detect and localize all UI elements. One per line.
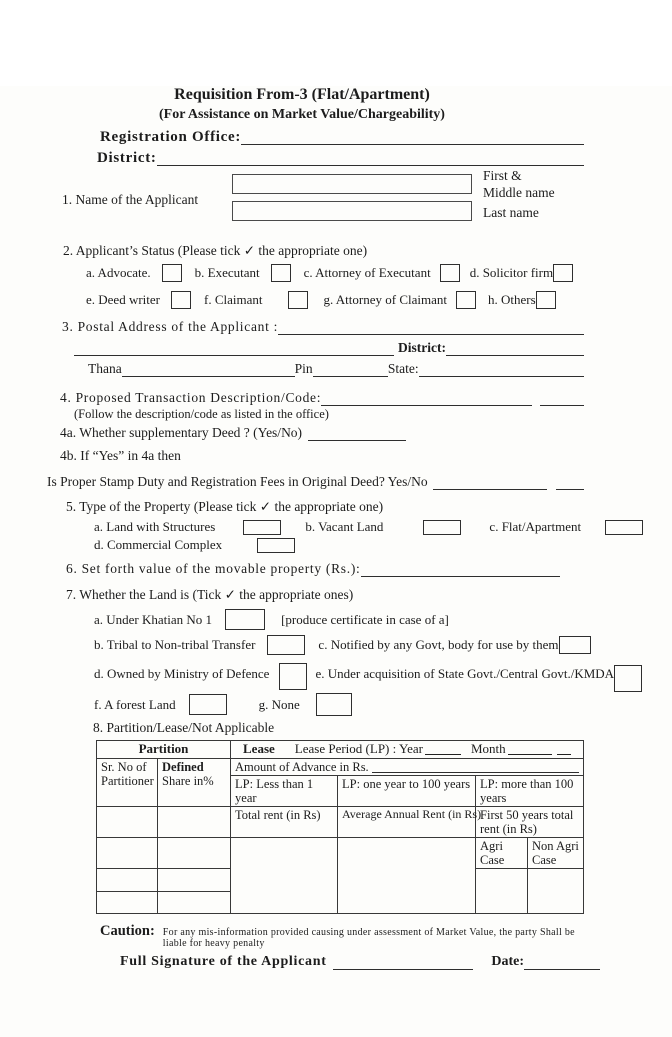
agri-case-header: Agri Case: [476, 838, 528, 869]
registration-office-line[interactable]: [241, 132, 584, 145]
partition-sr-cell[interactable]: [97, 869, 158, 892]
land-heading: 7. Whether the Land is (Tick ✓ the appropriate ones): [66, 587, 354, 602]
avg-rent-cell[interactable]: [338, 838, 476, 914]
lease-period-label: Lease Period (LP) : Year: [294, 741, 423, 756]
status-heading: 2. Applicant’s Status (Please tick ✓ the appropriate one): [63, 243, 368, 258]
lease-header-cell: [231, 741, 584, 759]
form-subtitle: (For Assistance on Market Value/Chargeability): [159, 107, 445, 122]
transaction-label: 4. Proposed Transaction Description/Code:: [60, 390, 322, 405]
property-type-row-2: [94, 537, 584, 553]
land-checkbox-e[interactable]: [614, 665, 642, 692]
status-option-e: e. Deed writer: [86, 292, 160, 307]
caution-label: Caution:: [100, 923, 155, 939]
lp-less-header: LP: Less than 1 year: [231, 776, 338, 807]
avg-rent-header: Average Annual Rent (in Rs): [338, 807, 476, 838]
land-checkbox-a[interactable]: [225, 609, 265, 630]
date-label: Date:: [491, 954, 524, 969]
caution-row: [100, 923, 584, 949]
partition-sr-cell[interactable]: [97, 807, 158, 838]
partition-sr-cell[interactable]: [97, 892, 158, 914]
partition-share-cell[interactable]: [158, 892, 231, 914]
movable-value-row: [66, 561, 560, 577]
district-label: District:: [97, 150, 157, 166]
total-rent-header: Total rent (in Rs): [231, 807, 338, 838]
status-option-f: f. Claimant: [204, 292, 263, 307]
transaction-line-2[interactable]: [540, 393, 584, 406]
agri-case-cell[interactable]: [476, 869, 528, 914]
non-agri-case-header: Non Agri Case: [528, 838, 584, 869]
partition-share-cell[interactable]: [158, 807, 231, 838]
state-line[interactable]: [419, 364, 584, 377]
form-title: Requisition From-3 (Flat/Apartment): [174, 86, 430, 103]
land-option-e: e. Under acquisition of State Govt./Central Govt./KMDA: [315, 665, 615, 681]
status-checkbox-b[interactable]: [271, 264, 291, 282]
date-line[interactable]: [524, 957, 600, 970]
signature-row: [120, 954, 600, 970]
supplementary-deed-label: 4a. Whether supplementary Deed ? (Yes/No): [60, 425, 303, 440]
status-option-h: h. Others: [487, 292, 536, 307]
sr-no-header: Sr. No of Partitioner: [97, 759, 158, 807]
lease-header: Lease: [243, 741, 275, 756]
land-row-de: [94, 660, 615, 687]
state-label: State:: [387, 361, 419, 376]
partition-lease-table: [96, 740, 584, 914]
status-checkbox-a[interactable]: [162, 264, 182, 282]
property-checkbox-b[interactable]: [423, 520, 461, 535]
defined-share-header: Defined Share in%: [158, 759, 231, 807]
property-checkbox-c[interactable]: [605, 520, 643, 535]
status-checkbox-d[interactable]: [553, 264, 573, 282]
status-option-c: c. Attorney of Executant: [303, 265, 431, 280]
status-row-2: [86, 291, 584, 309]
stamp-duty-line[interactable]: [433, 477, 547, 490]
property-option-d: d. Commercial Complex: [94, 537, 223, 552]
land-row-fg: [94, 693, 584, 716]
lease-month-label: Month: [470, 741, 506, 756]
stamp-duty-row: [47, 474, 584, 490]
non-agri-case-cell[interactable]: [528, 869, 584, 914]
land-checkbox-g[interactable]: [316, 693, 352, 716]
land-option-b: b. Tribal to Non-tribal Transfer: [94, 637, 256, 652]
property-type-row-1: [94, 519, 584, 535]
last-name-input[interactable]: [232, 201, 472, 221]
thana-line[interactable]: [122, 364, 295, 377]
land-note-a: [produce certificate in case of a]: [281, 611, 449, 627]
land-option-f: f. A forest Land: [94, 696, 176, 712]
property-type-heading: 5. Type of the Property (Please tick ✓ the appropriate one): [66, 499, 384, 514]
land-option-g: g. None: [258, 696, 300, 712]
address-district-label: District:: [398, 340, 446, 355]
registration-office-row: [100, 129, 584, 146]
postal-address-line2[interactable]: [74, 343, 394, 356]
stamp-duty-question: Is Proper Stamp Duty and Registration Fees in Original Deed? Yes/No: [47, 474, 428, 489]
signature-label: Full Signature of the Applicant: [120, 954, 327, 969]
status-checkbox-g[interactable]: [456, 291, 476, 309]
pin-label: Pin: [294, 361, 313, 376]
status-option-a: a. Advocate.: [86, 265, 151, 280]
advance-line[interactable]: [372, 762, 579, 773]
property-checkbox-a[interactable]: [243, 520, 281, 535]
partition-sr-cell[interactable]: [97, 838, 158, 869]
land-option-c: c. Notified by any Govt, body for use by them: [318, 637, 559, 652]
first50-header: First 50 years total rent (in Rs): [476, 807, 584, 838]
lease-month-line[interactable]: [508, 744, 552, 755]
address-district-line[interactable]: [446, 343, 584, 356]
first-middle-name-input[interactable]: [232, 174, 472, 194]
applicant-name-label: 1. Name of the Applicant: [62, 192, 199, 207]
transaction-note: (Follow the description/code as listed in the office): [74, 407, 329, 421]
land-row-bc: [94, 635, 584, 655]
if-yes-label: 4b. If “Yes” in 4a then: [60, 448, 181, 463]
partition-heading: 8. Partition/Lease/Not Applicable: [93, 720, 275, 735]
middle-name-caption: Middle name: [483, 185, 555, 200]
first-name-caption: First &: [483, 168, 522, 183]
lp-one-header: LP: one year to 100 years: [338, 776, 476, 807]
postal-address-label: 3. Postal Address of the Applicant :: [62, 319, 279, 334]
movable-value-line[interactable]: [361, 564, 561, 577]
form-page: [0, 86, 672, 1037]
total-rent-cell[interactable]: [231, 838, 338, 914]
advance-label: Amount of Advance in Rs.: [235, 760, 369, 774]
partition-share-cell[interactable]: [158, 869, 231, 892]
pin-line[interactable]: [313, 364, 388, 377]
status-checkbox-h[interactable]: [536, 291, 556, 309]
land-checkbox-d[interactable]: [279, 663, 307, 690]
postal-address-row-1: [62, 319, 584, 335]
land-checkbox-f[interactable]: [189, 694, 227, 715]
property-option-a: a. Land with Structures: [94, 519, 216, 534]
thana-label: Thana: [88, 361, 122, 376]
land-checkbox-c[interactable]: [559, 636, 591, 654]
movable-value-label: 6. Set forth value of the movable property (Rs.):: [66, 561, 361, 576]
lp-more-header: LP: more than 100 years: [476, 776, 584, 807]
status-checkbox-f[interactable]: [288, 291, 308, 309]
transaction-line[interactable]: [321, 393, 532, 406]
status-option-b: b. Executant: [194, 265, 260, 280]
status-checkbox-e[interactable]: [171, 291, 191, 309]
land-row-a: [94, 609, 584, 630]
supplementary-deed-row: [60, 425, 584, 441]
lease-year-line[interactable]: [425, 744, 461, 755]
last-name-caption: Last name: [483, 205, 539, 220]
land-checkbox-b[interactable]: [267, 635, 305, 655]
signature-line[interactable]: [333, 957, 474, 970]
status-row-1: [86, 264, 584, 282]
status-checkbox-c[interactable]: [440, 264, 460, 282]
supplementary-deed-line[interactable]: [308, 428, 406, 441]
district-row: [97, 150, 584, 167]
partition-share-cell[interactable]: [158, 838, 231, 869]
partition-header: Partition: [97, 741, 231, 759]
district-line[interactable]: [157, 153, 584, 166]
property-option-c: c. Flat/Apartment: [489, 519, 582, 534]
land-option-d: d. Owned by Ministry of Defence: [94, 665, 270, 681]
registration-office-label: Registration Office:: [100, 129, 242, 145]
stamp-duty-line-2[interactable]: [556, 477, 584, 490]
land-option-a: a. Under Khatian No 1: [94, 611, 213, 627]
transaction-row: [60, 390, 584, 406]
status-option-d: d. Solicitor firm: [469, 265, 554, 280]
property-option-b: b. Vacant Land: [305, 519, 384, 534]
advance-cell: [231, 759, 584, 776]
caution-text: For any mis-information provided causing under assessment of Market Value, the party Shall be liable for heavy penalty: [162, 927, 575, 949]
postal-address-row-2: [74, 340, 584, 356]
lease-month-line-2[interactable]: [557, 744, 571, 755]
postal-address-row-3: [88, 361, 584, 377]
postal-address-line1[interactable]: [278, 322, 584, 335]
property-checkbox-d[interactable]: [257, 538, 295, 553]
applicant-name-section: [0, 168, 584, 231]
status-option-g: g. Attorney of Claimant: [323, 292, 447, 307]
